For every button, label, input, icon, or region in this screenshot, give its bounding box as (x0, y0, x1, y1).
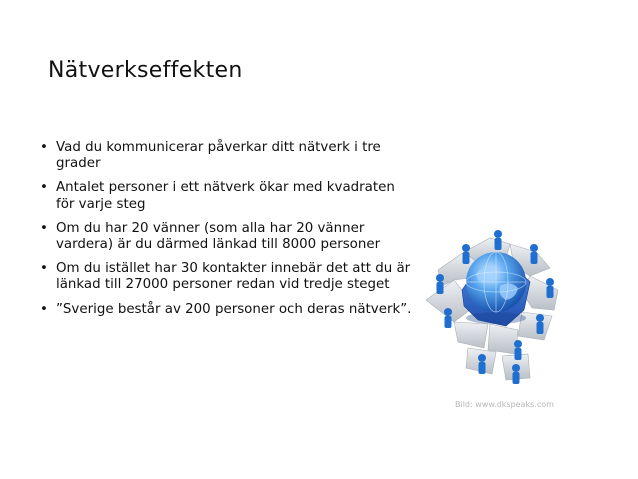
bullet-item (40, 221, 412, 253)
bullet-text: ”Sverige består av 200 personer och deras nätverk”. (56, 301, 412, 317)
person-icon (436, 274, 444, 294)
person-icon (536, 314, 544, 334)
person-icon (478, 354, 486, 374)
bullet-dot: • (40, 301, 48, 317)
bullet-item (40, 302, 412, 318)
person-icon (512, 364, 520, 384)
bullet-text: Vad du kommunicerar påverkar ditt nätverk i tre grader (56, 140, 381, 172)
bullet-item (40, 180, 412, 212)
bullet-dot: • (40, 261, 48, 277)
person-icon (494, 230, 502, 250)
network-illustration (418, 182, 566, 392)
bullet-item (40, 140, 412, 172)
network-puzzle-image (418, 182, 566, 392)
person-icon (546, 278, 554, 298)
bullet-text: Om du har 20 vänner (som alla har 20 vänner vardera) är du därmed länkad till 8000 personer (56, 220, 381, 253)
image-credit: Bild: www.dkspeaks.com (455, 400, 554, 409)
person-icon (514, 340, 522, 360)
bullet-dot: • (40, 180, 48, 196)
person-icon (462, 244, 470, 264)
bullet-text: Antalet personer i ett nätverk ökar med kvadraten för varje steg (56, 180, 395, 212)
person-icon (530, 244, 538, 264)
bullet-list (40, 140, 412, 326)
bullet-text: Om du istället har 30 kontakter innebär det att du är länkad till 27000 personer redan vid tredje steget (56, 261, 411, 293)
slide-title: Nätverkseffekten (48, 58, 243, 83)
bullet-dot: • (40, 220, 48, 236)
person-icon (444, 308, 452, 328)
bullet-dot: • (40, 140, 48, 155)
bullet-item (40, 261, 412, 293)
